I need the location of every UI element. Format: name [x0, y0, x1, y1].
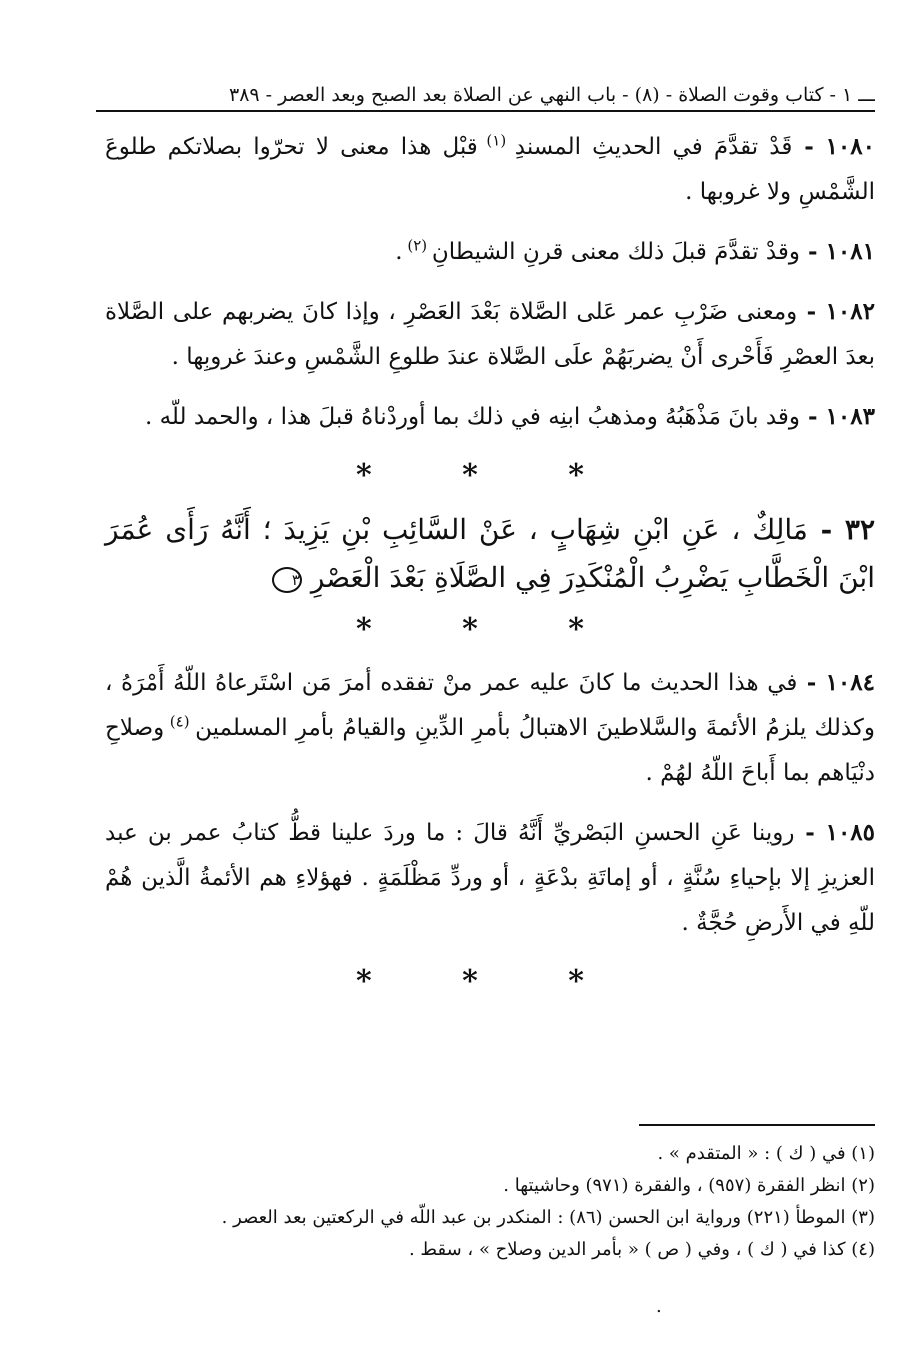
page-mark: . [656, 1296, 662, 1317]
paragraph-1085 [105, 810, 875, 946]
footnote-rule [639, 1124, 875, 1126]
hadith-text: مَالِكٌ ، عَنِ ابْنِ شِهَابٍ ، عَنْ السَّائِبِ بْنِ يَزِيدَ ؛ أَنَّهُ رَأَى عُمَرَ ابْنَ الْخَطَّابِ يَضْرِبُ الْمُنْكَدِرَ فِي الصَّلَاةِ بَعْدَ الْعَصْرِ [105, 513, 875, 594]
footnotes [105, 1124, 875, 1266]
footnote-ref-circle[interactable]: ٣ [272, 567, 302, 593]
paragraph-number: ١٠٨٣ - [800, 403, 875, 430]
paragraph-text: وقد بانَ مَذْهَبُهُ ومذهبُ ابنِه في ذلك بما أوردْناهُ قبلَ هذا ، والحمد للّه . [144, 404, 801, 430]
footnote-ref[interactable]: (٤) [164, 712, 196, 731]
footnote-4: (٤) كذا في ( ك ) ، وفي ( ص ) « بأمر الدين وصلاح » ، سقط . [408, 1239, 875, 1260]
paragraph-1080 [105, 124, 875, 215]
paragraph-number: ١٠٨١ - [800, 238, 875, 265]
hadith-number: ٣٢ - [807, 513, 875, 546]
footnote-1: (١) في ( ك ) : « المتقدم » . [657, 1143, 875, 1164]
paragraph-text: في هذا الحديث ما كانَ عليه عمر منْ تفقده أمرَ مَن اسْتَرعاهُ اللّهُ أَمْرَهُ ، وكذلك يلزمُ الأئمةَ والسَّلاطينَ الاهتبالُ بأمرِ الدِّينِ والقيامُ بأمرِ المسلمين [105, 670, 875, 741]
paragraph-text: . [395, 239, 403, 265]
paragraph-text: قَدْ تقدَّمَ في الحديثِ المسندِ [514, 134, 793, 160]
paragraph-1084 [105, 660, 875, 796]
paragraph-number: ١٠٨٠ - [792, 133, 875, 160]
paragraph-text: وقدْ تقدَّمَ قبلَ ذلك معنى قرنِ الشيطانِ [431, 239, 801, 265]
section-separator-stars: * * * [356, 612, 624, 647]
paragraph-text: وصلاحِ دنْيَاهم بما أَباحَ اللّهُ لهُمْ . [105, 715, 875, 786]
paragraph-1083 [105, 394, 875, 440]
paragraph-text: قبْل هذا معنى لا تحرّوا بصلاتكم طلوعَ الشَّمْسِ ولا غروبها . [105, 134, 875, 205]
footnote-ref[interactable]: (٢) [402, 236, 432, 255]
paragraph-number: ١٠٨٥ - [794, 819, 876, 846]
footnote-ref[interactable]: (١) [477, 131, 515, 150]
paragraph-text: روينا عَنِ الحسنِ البَصْريِّ أَنَّهُ قالَ : ما وردَ علينا قطُّ كتابُ عمر بن عبد العزيزِ إلا بإحياءِ سُنَّةٍ ، أو إماتَةِ بدْعَةٍ ، أو وردِّ مَظْلَمَةٍ . فهؤلاءِ هم الأئمةُ الَّذين هُمْ للّهِ في الأَرضِ حُجَّةٌ . [105, 820, 875, 936]
hadith-32 [105, 506, 875, 602]
footnote-2: (٢) انظر الفقرة (٩٥٧) ، والفقرة (٩٧١) وحاشيتها . [503, 1175, 875, 1196]
running-header: ـــ ١ - كتاب وقوت الصلاة - (٨) - باب النهي عن الصلاة بعد الصبح وبعد العصر - ٣٨٩ [96, 80, 875, 112]
paragraph-1082 [105, 289, 875, 380]
main-text [105, 124, 875, 1012]
paragraph-1081 [105, 229, 875, 275]
section-separator-stars: * * * [356, 964, 624, 999]
section-separator-stars: * * * [356, 458, 624, 493]
paragraph-number: ١٠٨٤ - [797, 669, 875, 696]
paragraph-number: ١٠٨٢ - [797, 298, 875, 325]
footnote-3: (٣) الموطأ (٢٢١) ورواية ابن الحسن (٨٦) : المنكدر بن عبد اللّه في الركعتين بعد العصر . [221, 1207, 875, 1228]
paragraph-text: ومعنى ضَرْبِ عمر عَلى الصَّلاة بَعْدَ العَصْرِ ، وإذا كانَ يضربهم على الصَّلاة بعدَ العصْرِ فَأَحْرى أَنْ يضربَهُمْ علَى الصَّلاة عندَ طلوعِ الشَّمْسِ وعندَ غروبِها . [105, 299, 875, 370]
